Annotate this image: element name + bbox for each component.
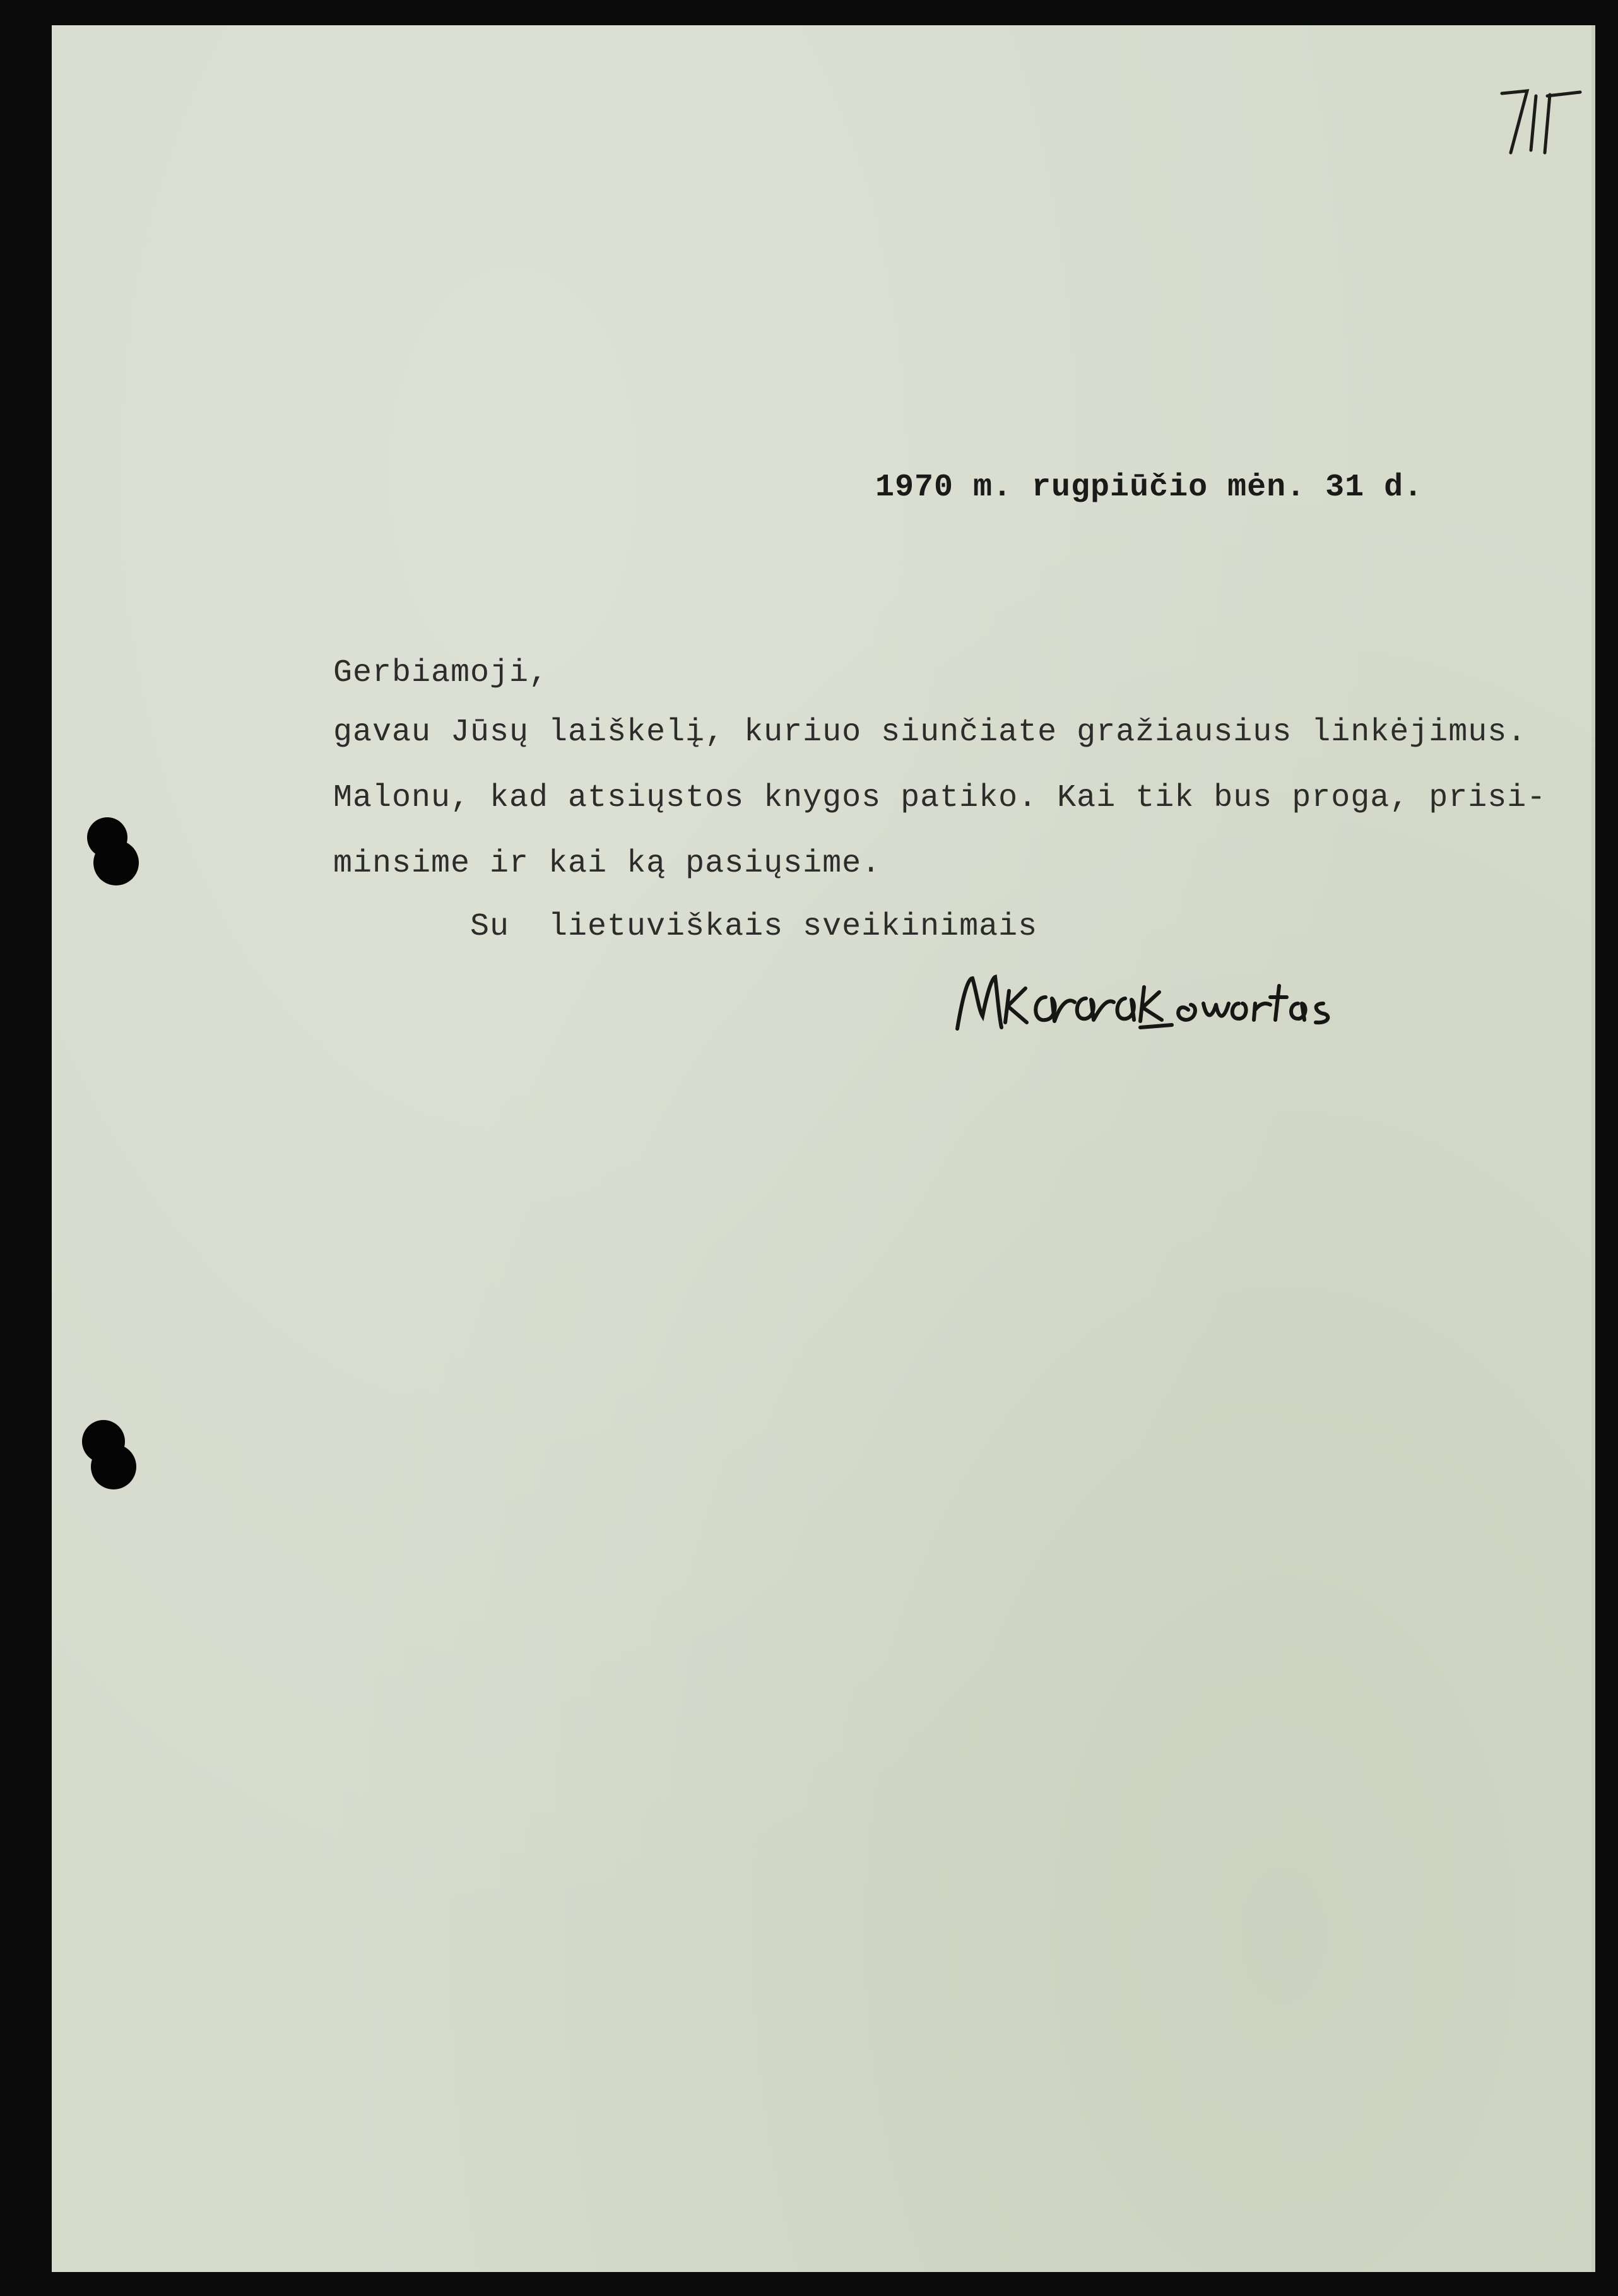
body-line: Malonu, kad atsiųstos knygos patiko. Kai tik bus proga, prisi- <box>333 780 1547 816</box>
salutation: Gerbiamoji, <box>333 655 549 691</box>
body-line: gavau Jūsų laiškelį, kuriuo siunčiate gražiausius linkėjimus. <box>333 714 1527 750</box>
handwritten-signature <box>951 953 1380 1041</box>
punch-hole-bottom <box>73 1414 149 1496</box>
closing-line: Su lietuviškais sveikinimais <box>470 909 1038 945</box>
date-line: 1970 m. rugpiūčio mėn. 31 d. <box>875 470 1424 506</box>
punch-hole-top <box>80 811 149 893</box>
letter-page <box>52 25 1595 2272</box>
body-line: minsime ir kai ką pasiųsime. <box>333 846 882 882</box>
folio-number-handwritten <box>1497 82 1591 164</box>
